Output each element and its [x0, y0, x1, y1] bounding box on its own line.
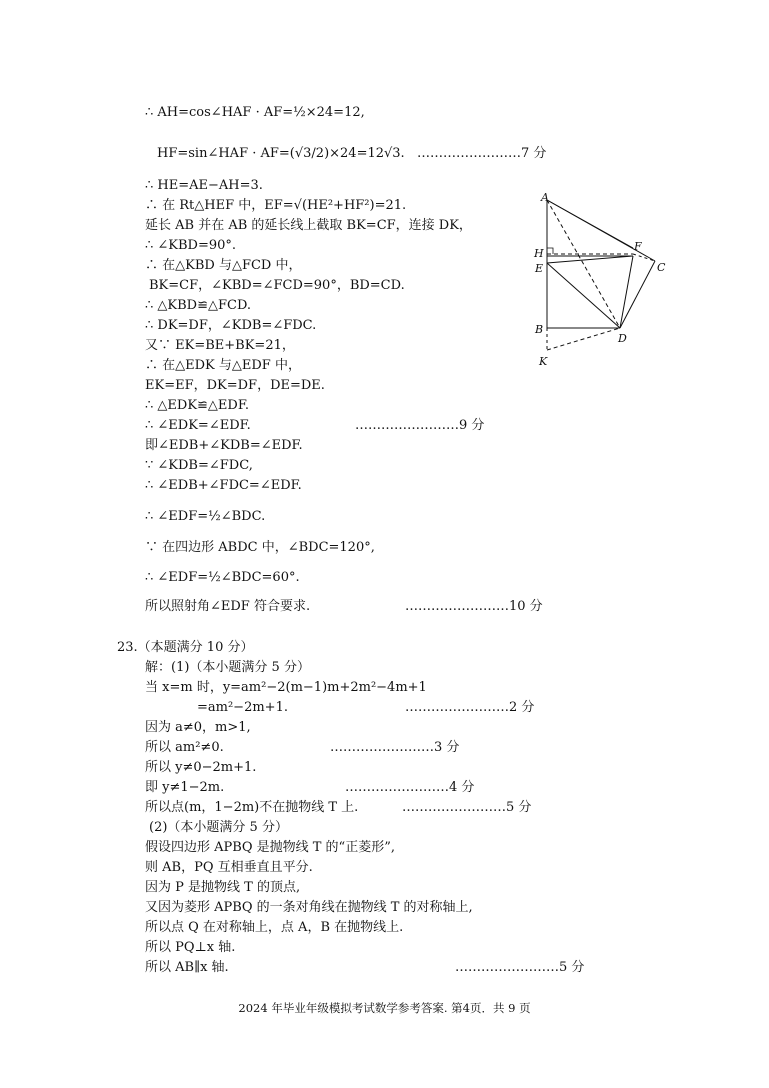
line-sum-angles: 即∠EDB+∠KDB=∠EDF. — [145, 438, 303, 453]
score-7: ……………………7 分 — [417, 146, 547, 161]
label-d: D — [618, 332, 627, 345]
score-3: ……………………3 分 — [330, 740, 460, 755]
line-am2: =am²−2m+1. — [197, 700, 288, 715]
label-e: E — [535, 262, 544, 275]
problem-23-heading: 23.（本题满分 10 分） — [117, 640, 254, 655]
line-extend-ab: 延长 AB 并在 AB 的延长线上截取 BK=CF，连接 DK， — [145, 218, 472, 233]
line-perp-bisect: 则 AB，PQ 互相垂直且平分. — [145, 860, 313, 875]
line-hf: HF=sin∠HAF · AF=(√3/2)×24=12√3. — [157, 146, 405, 161]
line-pq-perp-x: 所以 PQ⊥x 轴. — [145, 940, 236, 955]
line-kbd: ∴ ∠KBD=90°. — [145, 238, 237, 253]
line-ah: ∴ AH=cos∠HAF · AF=½×24=12, — [145, 105, 365, 120]
line-am2-ne-0: 所以 am²≠0. — [145, 740, 224, 755]
line-congruent-1: ∴ △KBD≌△FCD. — [145, 298, 252, 313]
line-solution-2: (2)（本小题满分 5 分） — [149, 820, 288, 835]
line-half-bdc: ∴ ∠EDF=½∠BDC. — [145, 509, 266, 524]
line-ek-ef: EK=EF，DK=DF，DE=DE. — [145, 378, 325, 393]
line-dk-df: ∴ DK=DF，∠KDB=∠FDC. — [145, 318, 317, 333]
line-diagonal-axis: 又因为菱形 APBQ 的一条对角线在抛物线 T 的对称轴上, — [145, 900, 473, 915]
line-ef: ∴ 在 Rt△HEF 中，EF=√(HE²+HF²)=21. — [145, 198, 407, 213]
page-footer: 2024 年毕业年级模拟考试数学参考答案. 第4页．共 9 页 — [238, 1001, 531, 1015]
line-ek: 又∵ EK=BE+BK=21， — [145, 338, 295, 353]
label-h: H — [534, 247, 544, 260]
line-p-vertex: 因为 P 是抛物线 T 的顶点, — [145, 880, 301, 895]
label-a: A — [541, 191, 549, 204]
label-f: F — [634, 240, 642, 253]
score-5a: ……………………5 分 — [402, 800, 532, 815]
line-tri-kbd-fcd: ∴ 在△KBD 与△FCD 中， — [145, 258, 302, 273]
line-point-not-on-t: 所以点(m，1−2m)不在抛物线 T 上. — [145, 800, 359, 815]
line-assume-rhombus: 假设四边形 APBQ 是抛物线 T 的“正菱形”, — [145, 840, 395, 855]
line-solution-1: 解：(1)（本小题满分 5 分） — [145, 660, 310, 675]
score-2: ……………………2 分 — [405, 700, 535, 715]
line-congruent-2: ∴ △EDK≌△EDF. — [145, 398, 249, 413]
label-c: C — [657, 261, 666, 274]
line-conclusion: 所以照射角∠EDF 符合要求. — [145, 599, 311, 614]
line-edf-60: ∴ ∠EDF=½∠BDC=60°. — [145, 570, 300, 585]
line-edb-fdc: ∴ ∠EDB+∠FDC=∠EDF. — [145, 478, 302, 493]
label-k: K — [539, 355, 548, 368]
score-4: ……………………4 分 — [345, 780, 475, 795]
line-he: ∴ HE=AE−AH=3. — [145, 178, 263, 193]
line-x-eq-m: 当 x=m 时，y=am²−2(m−1)m+2m²−4m+1 — [145, 680, 427, 695]
line-ab-parallel-x: 所以 AB∥x 轴. — [145, 960, 229, 975]
line-a-ne-0: 因为 a≠0，m>1, — [145, 720, 251, 735]
line-y-ne-1-2m: 即 y≠1−2m. — [145, 780, 225, 795]
line-tri-edk-edf: ∴ 在△EDK 与△EDF 中， — [145, 358, 301, 373]
score-10: ……………………10 分 — [405, 599, 543, 614]
line-q-on-axis: 所以点 Q 在对称轴上，点 A，B 在抛物线上. — [145, 920, 404, 935]
line-quad-abdc: ∵ 在四边形 ABDC 中，∠BDC=120°, — [145, 540, 375, 555]
line-kdb-fdc: ∵ ∠KDB=∠FDC, — [145, 458, 253, 473]
score-5b: ……………………5 分 — [455, 960, 585, 975]
label-b: B — [535, 323, 544, 336]
geometry-figure — [525, 188, 675, 373]
score-9: ……………………9 分 — [355, 418, 485, 433]
line-y-ne: 所以 y≠0−2m+1. — [145, 760, 257, 775]
line-bk-cf: BK=CF，∠KBD=∠FCD=90°，BD=CD. — [149, 278, 405, 293]
line-edk-edf: ∴ ∠EDK=∠EDF. — [145, 418, 251, 433]
